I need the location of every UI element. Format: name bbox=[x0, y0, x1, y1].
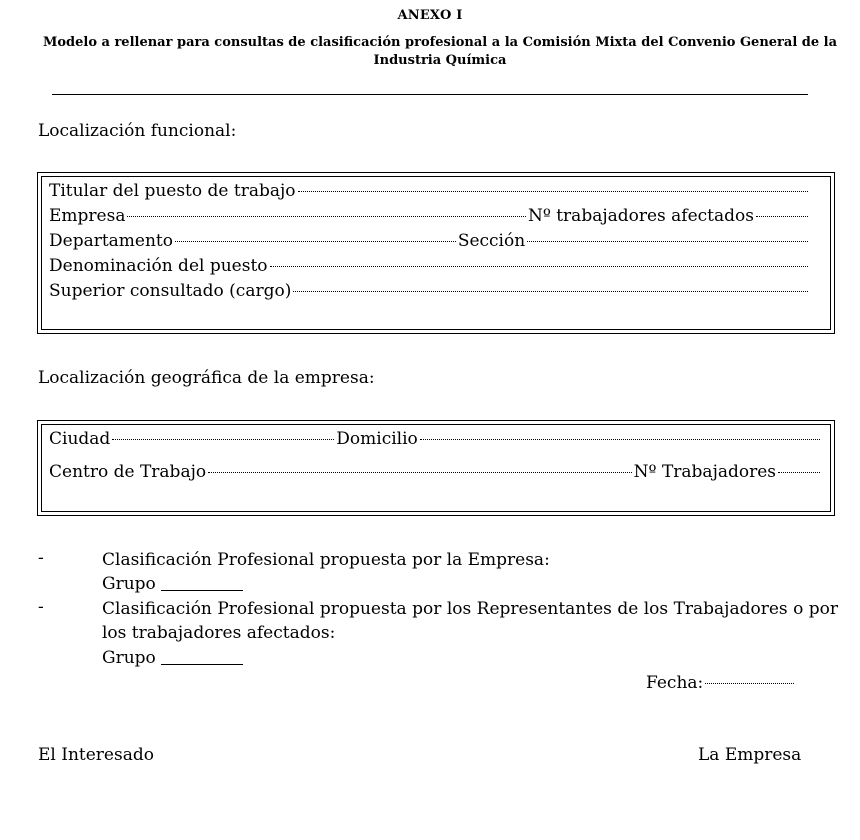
denominacion-field[interactable] bbox=[270, 250, 808, 267]
seccion-label: Sección bbox=[457, 231, 526, 251]
departamento-row bbox=[49, 229, 810, 253]
empresa-label: Empresa bbox=[49, 206, 126, 226]
n-trabajadores-field[interactable] bbox=[778, 456, 820, 473]
fecha-row bbox=[646, 671, 796, 695]
denominacion-label: Denominación del puesto bbox=[49, 256, 268, 276]
denominacion-row bbox=[49, 254, 810, 278]
document-subtitle: Modelo a rellenar para consultas de clasificación profesional a la Comisión Mixta del Convenio General de la Industria Química bbox=[42, 35, 838, 68]
company-proposal-text: Clasificación Profesional propuesta por la Empresa: bbox=[102, 550, 550, 570]
centro-row bbox=[49, 460, 822, 484]
fecha-field[interactable] bbox=[705, 667, 794, 684]
ciudad-row bbox=[49, 427, 822, 451]
titular-row bbox=[49, 179, 810, 203]
group-row-1 bbox=[102, 572, 838, 596]
trabajadores-afectados-field[interactable] bbox=[756, 200, 808, 217]
workers-proposal-text: Clasificación Profesional propuesta por los Representantes de los Trabajadores o por los trabajadores afectados: bbox=[102, 599, 838, 643]
empresa-field[interactable] bbox=[127, 200, 525, 217]
titular-field[interactable] bbox=[298, 175, 809, 192]
superior-label: Superior consultado (cargo) bbox=[49, 281, 292, 301]
document-title: ANEXO I bbox=[397, 8, 463, 23]
trabajadores-afectados-label: Nº trabajadores afectados bbox=[527, 206, 754, 226]
departamento-label: Departamento bbox=[49, 231, 173, 251]
group-label-2: Grupo bbox=[102, 648, 156, 668]
superior-row bbox=[49, 279, 810, 303]
group-field-2[interactable] bbox=[161, 648, 243, 665]
n-trabajadores-label: Nº Trabajadores bbox=[633, 462, 776, 482]
ciudad-label: Ciudad bbox=[49, 429, 111, 449]
domicilio-field[interactable] bbox=[420, 423, 820, 440]
centro-label: Centro de Trabajo bbox=[49, 462, 207, 482]
centro-field[interactable] bbox=[208, 456, 632, 473]
departamento-field[interactable] bbox=[175, 225, 456, 242]
empresa-row bbox=[49, 204, 810, 228]
functional-heading: Localización funcional: bbox=[38, 121, 237, 141]
group-label-1: Grupo bbox=[102, 574, 156, 594]
group-field-1[interactable] bbox=[161, 574, 243, 591]
geographic-heading: Localización geográfica de la empresa: bbox=[38, 368, 375, 388]
titular-label: Titular del puesto de trabajo bbox=[49, 181, 296, 201]
bullet-1: - bbox=[38, 548, 44, 568]
signature-interesado: El Interesado bbox=[38, 745, 154, 765]
ciudad-field[interactable] bbox=[112, 423, 334, 440]
header-rule bbox=[52, 94, 808, 95]
fecha-label: Fecha: bbox=[646, 673, 704, 693]
seccion-field[interactable] bbox=[527, 225, 808, 242]
bullet-2: - bbox=[38, 597, 44, 617]
superior-field[interactable] bbox=[293, 275, 808, 292]
geographic-box bbox=[37, 420, 835, 516]
signature-empresa: La Empresa bbox=[698, 745, 802, 765]
domicilio-label: Domicilio bbox=[336, 429, 418, 449]
functional-box bbox=[37, 172, 835, 334]
